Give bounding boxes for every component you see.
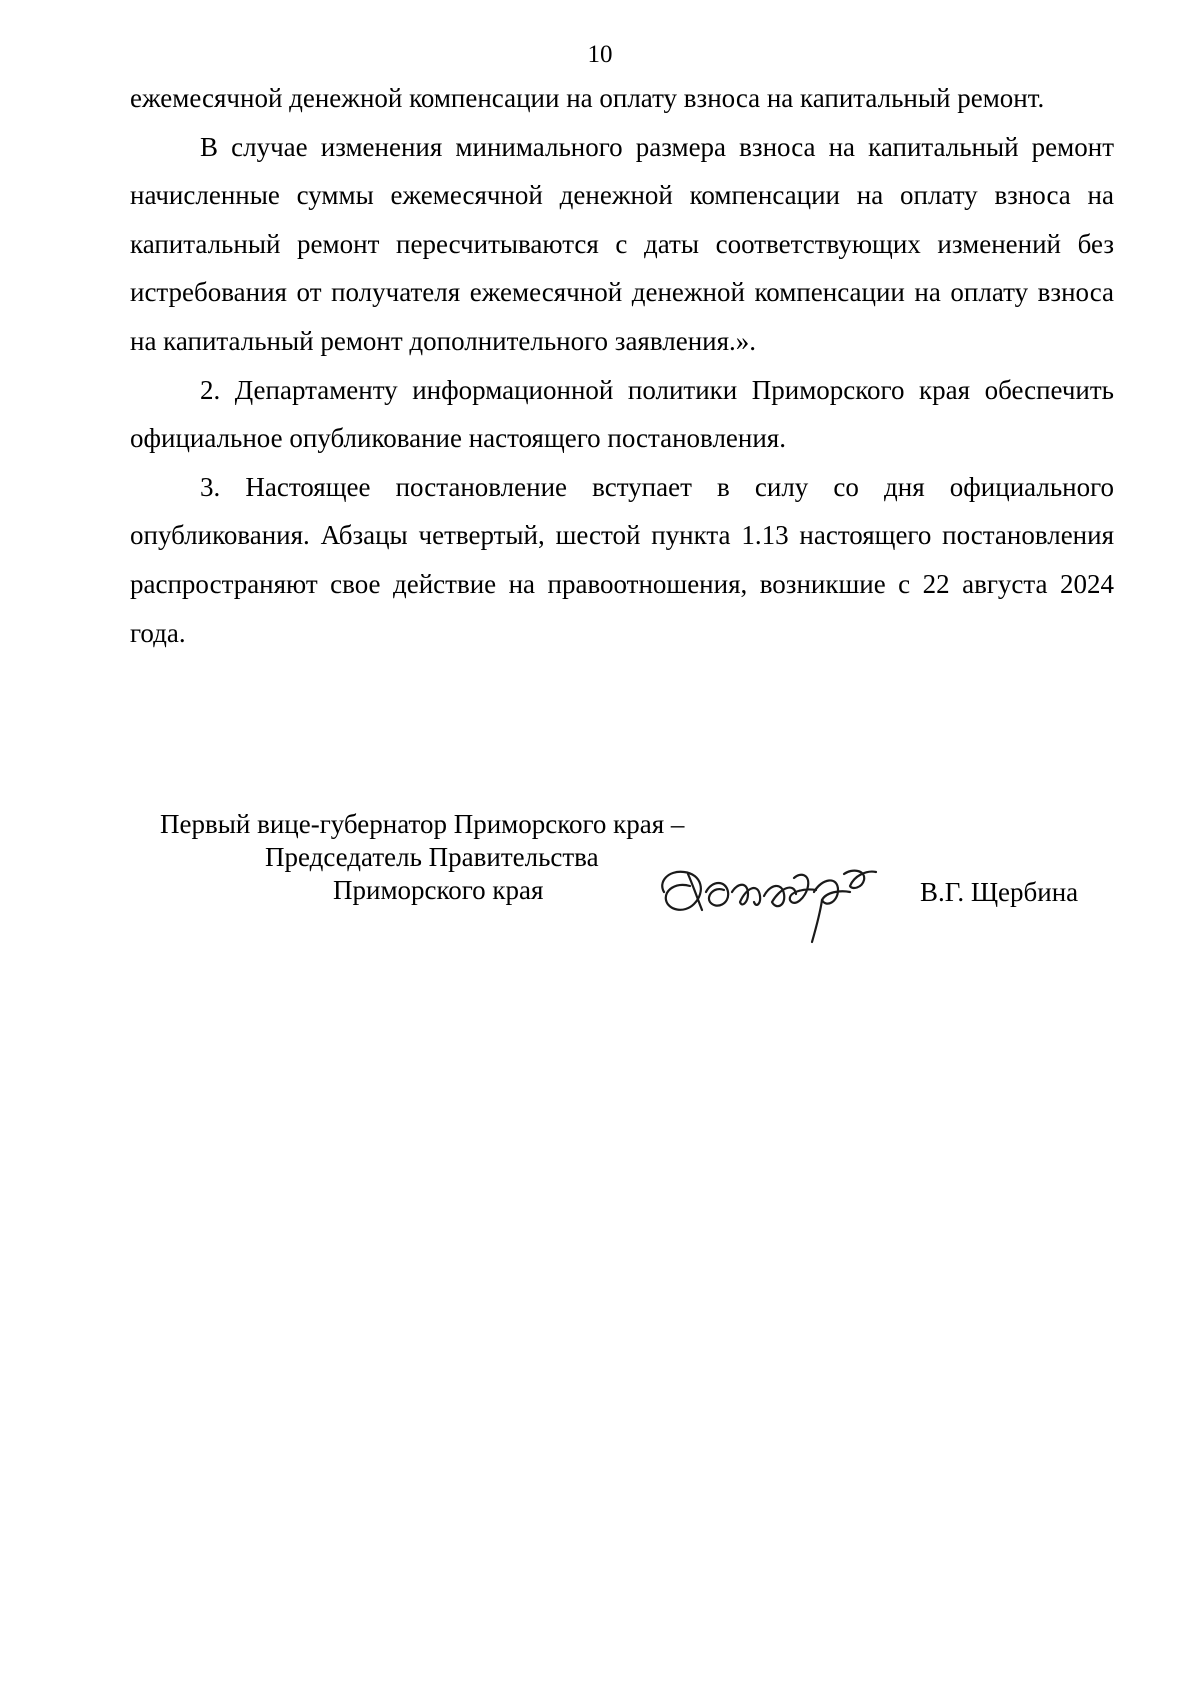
paragraph-continuation: ежемесячной денежной компенсации на оплату взноса на капитальный ремонт. bbox=[130, 83, 1045, 113]
paragraph-recalculation: В случае изменения минимального размера взноса на капитальный ремонт начисленные суммы ежемесячной денежной компенсации на оплату взноса на капитальный ремонт пересчитываются с даты соответствующих изменений без истребования от получателя ежемесячной денежной компенсации на оплату взноса на капитальный ремонт дополнительного заявления.». bbox=[130, 131, 1114, 356]
signatory-title-line-2: Председатель Правительства bbox=[265, 842, 599, 872]
paragraph-item-2: 2. Департаменту информационной политики Приморского края обеспечить официальное опубликование настоящего постановления. bbox=[130, 374, 1114, 454]
paragraph-item-3: 3. Настоящее постановление вступает в силу со дня официального опубликования. Абзацы четвертый, шестой пункта 1.13 настоящего постановления распространяют свое действие на правоотношения, возникшие с 22 августа 2024 года. bbox=[130, 471, 1114, 648]
signature-block bbox=[0, 808, 1200, 928]
document-body bbox=[130, 74, 1114, 657]
signatory-title-line-3: Приморского края bbox=[333, 875, 544, 905]
page-number: 10 bbox=[587, 41, 613, 68]
signatory-title-line-1: Первый вице-губернатор Приморского края – bbox=[160, 809, 685, 839]
handwritten-signature bbox=[654, 852, 904, 948]
signatory-name: В.Г. Щербина bbox=[920, 877, 1079, 907]
